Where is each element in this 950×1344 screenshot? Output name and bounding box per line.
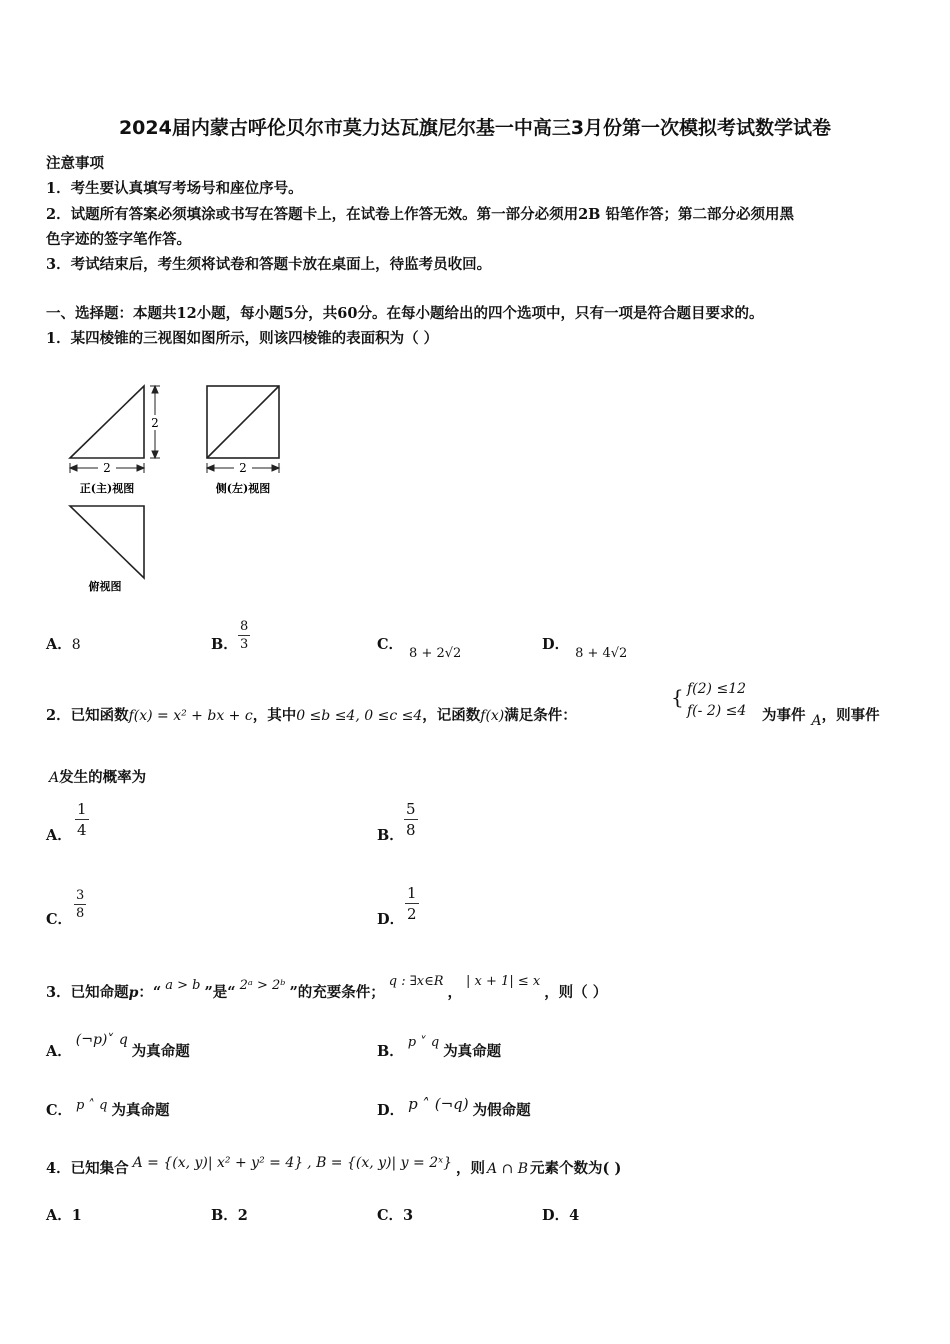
q3-option-d[interactable] (377, 1095, 531, 1120)
q3-option-c[interactable] (46, 1099, 169, 1120)
fraction-bar (405, 903, 419, 904)
option-label: B． (211, 636, 238, 653)
option-label: D． (542, 1207, 570, 1224)
q2-option-d[interactable] (377, 908, 404, 929)
event-var: A (811, 713, 822, 729)
option-text: 为真命题 (111, 1102, 170, 1119)
intersection-expr: A ∩ B (487, 1161, 529, 1177)
option-value: 8 (71, 637, 81, 653)
side-view-caption: 侧(左)视图 (215, 482, 271, 495)
top-view (70, 506, 144, 578)
stem-text: 元素个数为( ) (530, 1160, 622, 1177)
option-label: B． (211, 1207, 238, 1224)
front-view-caption: 正(主)视图 (79, 482, 135, 495)
fraction-denominator: 3 (240, 637, 249, 652)
q2-option-c-fraction (74, 888, 86, 921)
expr-power: 2ᵃ > 2ᵇ (239, 978, 286, 993)
q1-option-b-fraction (238, 619, 250, 652)
option-value: 4 (569, 1207, 580, 1224)
stem-text: ”的充要条件； (289, 984, 385, 1001)
question-1-stem: 1．某四棱锥的三视图如图所示，则该四棱锥的表面积为（ ） (46, 330, 439, 347)
expr-a-gt-b: a > b (165, 978, 201, 993)
q1-option-c[interactable] (377, 633, 462, 661)
fraction-denominator: 8 (406, 821, 416, 839)
fraction-numerator: 1 (77, 800, 87, 818)
stem-text: 4．已知集合 (46, 1160, 129, 1177)
stem-text: ，则（ ） (544, 984, 608, 1001)
q2-option-c[interactable] (46, 908, 72, 929)
option-label: C． (46, 1102, 73, 1119)
stem-text: 3．已知命题 (46, 984, 129, 1001)
side-view (207, 386, 279, 458)
stem-text: ，其中 (252, 707, 297, 724)
stem-text: 发生的概率为 (59, 769, 147, 786)
option-label: C． (377, 636, 404, 653)
option-text: 为假命题 (472, 1102, 531, 1119)
question-2-stem-end (762, 704, 880, 729)
fraction-denominator: 4 (77, 821, 87, 839)
option-value: 1 (71, 1207, 82, 1224)
event-var: A (49, 770, 60, 786)
set-a: A = {(x, y)| x² + y² = 4} (132, 1155, 304, 1171)
fraction-numerator: 8 (240, 619, 249, 634)
option-label: D． (377, 911, 405, 928)
three-view-figure (60, 375, 290, 600)
option-math: p ˄ (¬q) (408, 1095, 469, 1113)
option-label: A． (46, 1043, 72, 1060)
q4-option-a[interactable] (46, 1204, 82, 1225)
side-width-label: 2 (239, 461, 247, 475)
stem-text: ，则 (456, 1160, 486, 1177)
question-3-stem (46, 974, 608, 1002)
front-view (70, 386, 144, 458)
fraction-denominator: 2 (407, 905, 417, 923)
q2-option-b[interactable] (377, 824, 404, 845)
condition-system (671, 678, 747, 722)
front-height-label: 2 (151, 416, 159, 430)
fraction-numerator: 1 (407, 884, 417, 902)
stem-text: 为事件 (762, 707, 806, 724)
q1-option-b[interactable] (211, 633, 238, 654)
stem-text: ， (447, 984, 463, 1001)
q3-option-b[interactable] (377, 1035, 502, 1061)
q4-option-c[interactable] (377, 1204, 413, 1225)
option-label: D． (377, 1102, 405, 1119)
fraction-bar (74, 904, 86, 905)
option-math: p ˄ q (76, 1098, 108, 1113)
q2-option-d-fraction (405, 884, 419, 923)
option-math: p ˅ q (407, 1035, 440, 1050)
option-label: A． (46, 1207, 72, 1224)
stem-text: “ (152, 984, 162, 1001)
option-label: A． (46, 827, 72, 844)
option-label: D． (542, 636, 570, 653)
option-value: 2 (237, 1207, 248, 1224)
question-2-line2 (49, 766, 146, 787)
set-b: B = {(x, y)| y = 2ˣ} (316, 1155, 453, 1171)
fraction-bar (404, 819, 418, 820)
q2-option-a[interactable] (46, 824, 72, 845)
note-item: 色字迹的签字笔作答。 (46, 231, 191, 248)
option-value: 8 + 4√2 (575, 646, 628, 661)
note-item: 3．考试结束后，考生须将试卷和答题卡放在桌面上，待监考员收回。 (46, 256, 492, 273)
fraction-bar (238, 635, 250, 636)
q2-option-a-fraction (75, 800, 89, 839)
fraction-denominator: 8 (76, 906, 85, 921)
stem-text: ，记函数 (422, 707, 481, 724)
fraction-numerator: 5 (406, 800, 416, 818)
system-line-2: f(- 2) ≤4 (687, 703, 747, 719)
front-width-label: 2 (103, 461, 111, 475)
notes-heading: 注意事项 (46, 155, 104, 172)
system-line-1: f(2) ≤12 (687, 681, 747, 697)
q4-option-b[interactable] (211, 1204, 248, 1225)
abs-expr: | x + 1| ≤ x (466, 974, 541, 989)
option-label: B． (377, 1043, 404, 1060)
top-view-caption: 俯视图 (88, 580, 122, 593)
option-label: B． (377, 827, 404, 844)
question-4-stem (46, 1157, 621, 1178)
option-math: (¬p)˅ q (75, 1032, 128, 1048)
note-item: 1．考生要认真填写考场号和座位序号。 (46, 180, 303, 197)
stem-text: 2．已知函数 (46, 707, 129, 724)
option-label: A． (46, 636, 72, 653)
q4-option-d[interactable] (542, 1204, 579, 1225)
page-title: 2024届内蒙古呼伦贝尔市莫力达瓦旗尼尔基一中高三3月份第一次模拟考试数学试卷 (118, 117, 832, 139)
option-text: 为真命题 (131, 1043, 190, 1060)
fraction-bar (75, 819, 89, 820)
brace-icon: { (671, 685, 684, 709)
option-text: 为真命题 (443, 1043, 502, 1060)
stem-text: ”是“ (204, 984, 236, 1001)
option-value: 3 (403, 1207, 414, 1224)
stem-text: ，则事件 (821, 707, 880, 724)
option-label: C． (46, 911, 73, 928)
section-heading: 一、选择题：本题共12小题，每小题5分，共60分。在每小题给出的四个选项中，只有一项是符合题目要求的。 (46, 305, 764, 322)
condition-expr: 0 ≤b ≤4, 0 ≤c ≤4 (296, 708, 423, 724)
q3-option-a[interactable] (46, 1032, 190, 1061)
option-label: C． (377, 1207, 404, 1224)
fraction-numerator: 3 (76, 888, 85, 903)
q1-option-a[interactable] (46, 633, 81, 654)
proposition-q: q : ∃x∈R (388, 974, 444, 989)
stem-text: 满足条件： (504, 707, 577, 724)
q1-option-d[interactable] (542, 633, 628, 661)
set-separator: , (307, 1155, 317, 1171)
stem-text: ： (138, 984, 153, 1001)
function-expr: f(x) = x² + bx + c (128, 708, 253, 724)
function-name: f(x) (480, 708, 505, 724)
option-value: 8 + 2√2 (409, 646, 462, 661)
proposition-p: p (128, 985, 139, 1001)
question-2-stem (46, 704, 577, 725)
note-item: 2．试题所有答案必须填涂或书写在答题卡上，在试卷上作答无效。第一部分必须用2B 铅笔作答；第二部分必须用黑 (46, 206, 794, 223)
q2-option-b-fraction (404, 800, 418, 839)
